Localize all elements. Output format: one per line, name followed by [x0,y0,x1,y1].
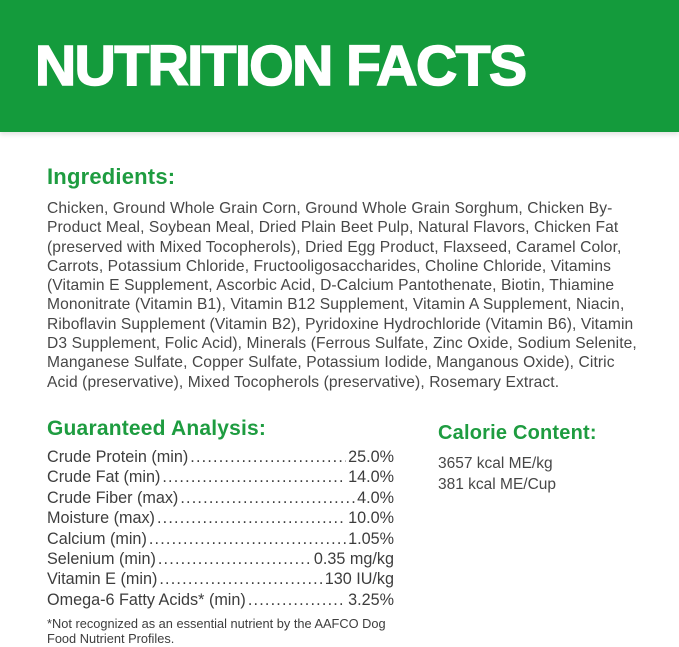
guaranteed-analysis-section [47,417,394,647]
analysis-row-value: 1.05% [348,529,394,548]
analysis-row-value: 0.35 mg/kg [313,550,394,568]
analysis-row-value: 10.0% [348,509,394,528]
calorie-line-cup: 381 kcal ME/Cup [438,476,557,494]
analysis-row-label: Crude Protein (min) [47,447,189,466]
dot-leader [190,447,346,467]
label-content [0,166,679,647]
calorie-content-heading: Calorie Content: [438,421,597,444]
analysis-row [47,549,394,569]
dot-leader [157,508,346,528]
calorie-line-kg: 3657 kcal ME/kg [438,454,553,472]
dot-leader [159,569,322,589]
title-banner [0,0,679,132]
ingredients-text: Chicken, Ground Whole Grain Corn, Ground Whole Grain Sorghum, Chicken By-Product Meal, Soybean Meal, Dried Plain Beet Pulp, Natural Flavors, Chicken Fat (preserved with Mixed Tocopherols), Dried Egg Product, Flaxseed, Caramel Color, Carrots, Potassium Chloride, Fructooligosaccharides, Choline Chloride, Vitamins (Vitamin E Supplement, Ascorbic Acid, D-Calcium Pantothenate, Biotin, Thiamine Mononitrate (Vitamin B1), Vitamin B12 Supplement, Vitamin A Supplement, Niacin, Riboflavin Supplement (Vitamin B2), Pyridoxine Hydrochloride (Vitamin B6), Vitamin D3 Supplement, Folic Acid), Minerals (Ferrous Sulfate, Zinc Oxide, Sodium Selenite, Manganese Sulfate, Copper Sulfate, Potassium Iodide, Manganous Oxide), Citric Acid (preservative), Mixed Tocopherols (preservative), Rosemary Extract. [47,200,637,391]
analysis-row [47,590,394,610]
analysis-row-label: Calcium (min) [47,529,147,548]
analysis-row-label: Crude Fiber (max) [47,488,179,507]
page-title: NUTRITION FACTS [35,34,526,98]
analysis-row-label: Selenium (min) [47,550,156,568]
ingredients-heading: Ingredients: [47,164,176,189]
dot-leader [162,467,346,487]
analysis-row-value: 130 IU/kg [324,570,394,589]
calorie-content-section [438,417,597,647]
analysis-rows [47,447,394,610]
analysis-row-value: 4.0% [357,488,394,507]
aafco-footnote: *Not recognized as an essential nutrient by the AAFCO Dog Food Nutrient Profiles. [47,616,386,647]
dot-leader [248,590,346,610]
analysis-row-value: 25.0% [348,447,394,466]
dot-leader [180,488,355,508]
analysis-row [47,447,394,467]
analysis-row [47,488,394,508]
analysis-row [47,508,394,528]
two-column-area [47,417,635,647]
analysis-row [47,467,394,487]
analysis-row-label: Crude Fat (min) [47,468,161,487]
analysis-row-value: 14.0% [348,468,394,487]
analysis-row-value: 3.25% [348,590,394,609]
dot-leader [158,549,312,569]
analysis-row [47,569,394,589]
ingredients-section [47,166,635,392]
guaranteed-analysis-heading: Guaranteed Analysis: [47,416,267,440]
analysis-row [47,529,394,549]
analysis-row-label: Omega-6 Fatty Acids* (min) [47,590,246,609]
analysis-row-label: Vitamin E (min) [47,570,158,589]
analysis-row-label: Moisture (max) [47,509,155,528]
dot-leader [149,529,346,549]
